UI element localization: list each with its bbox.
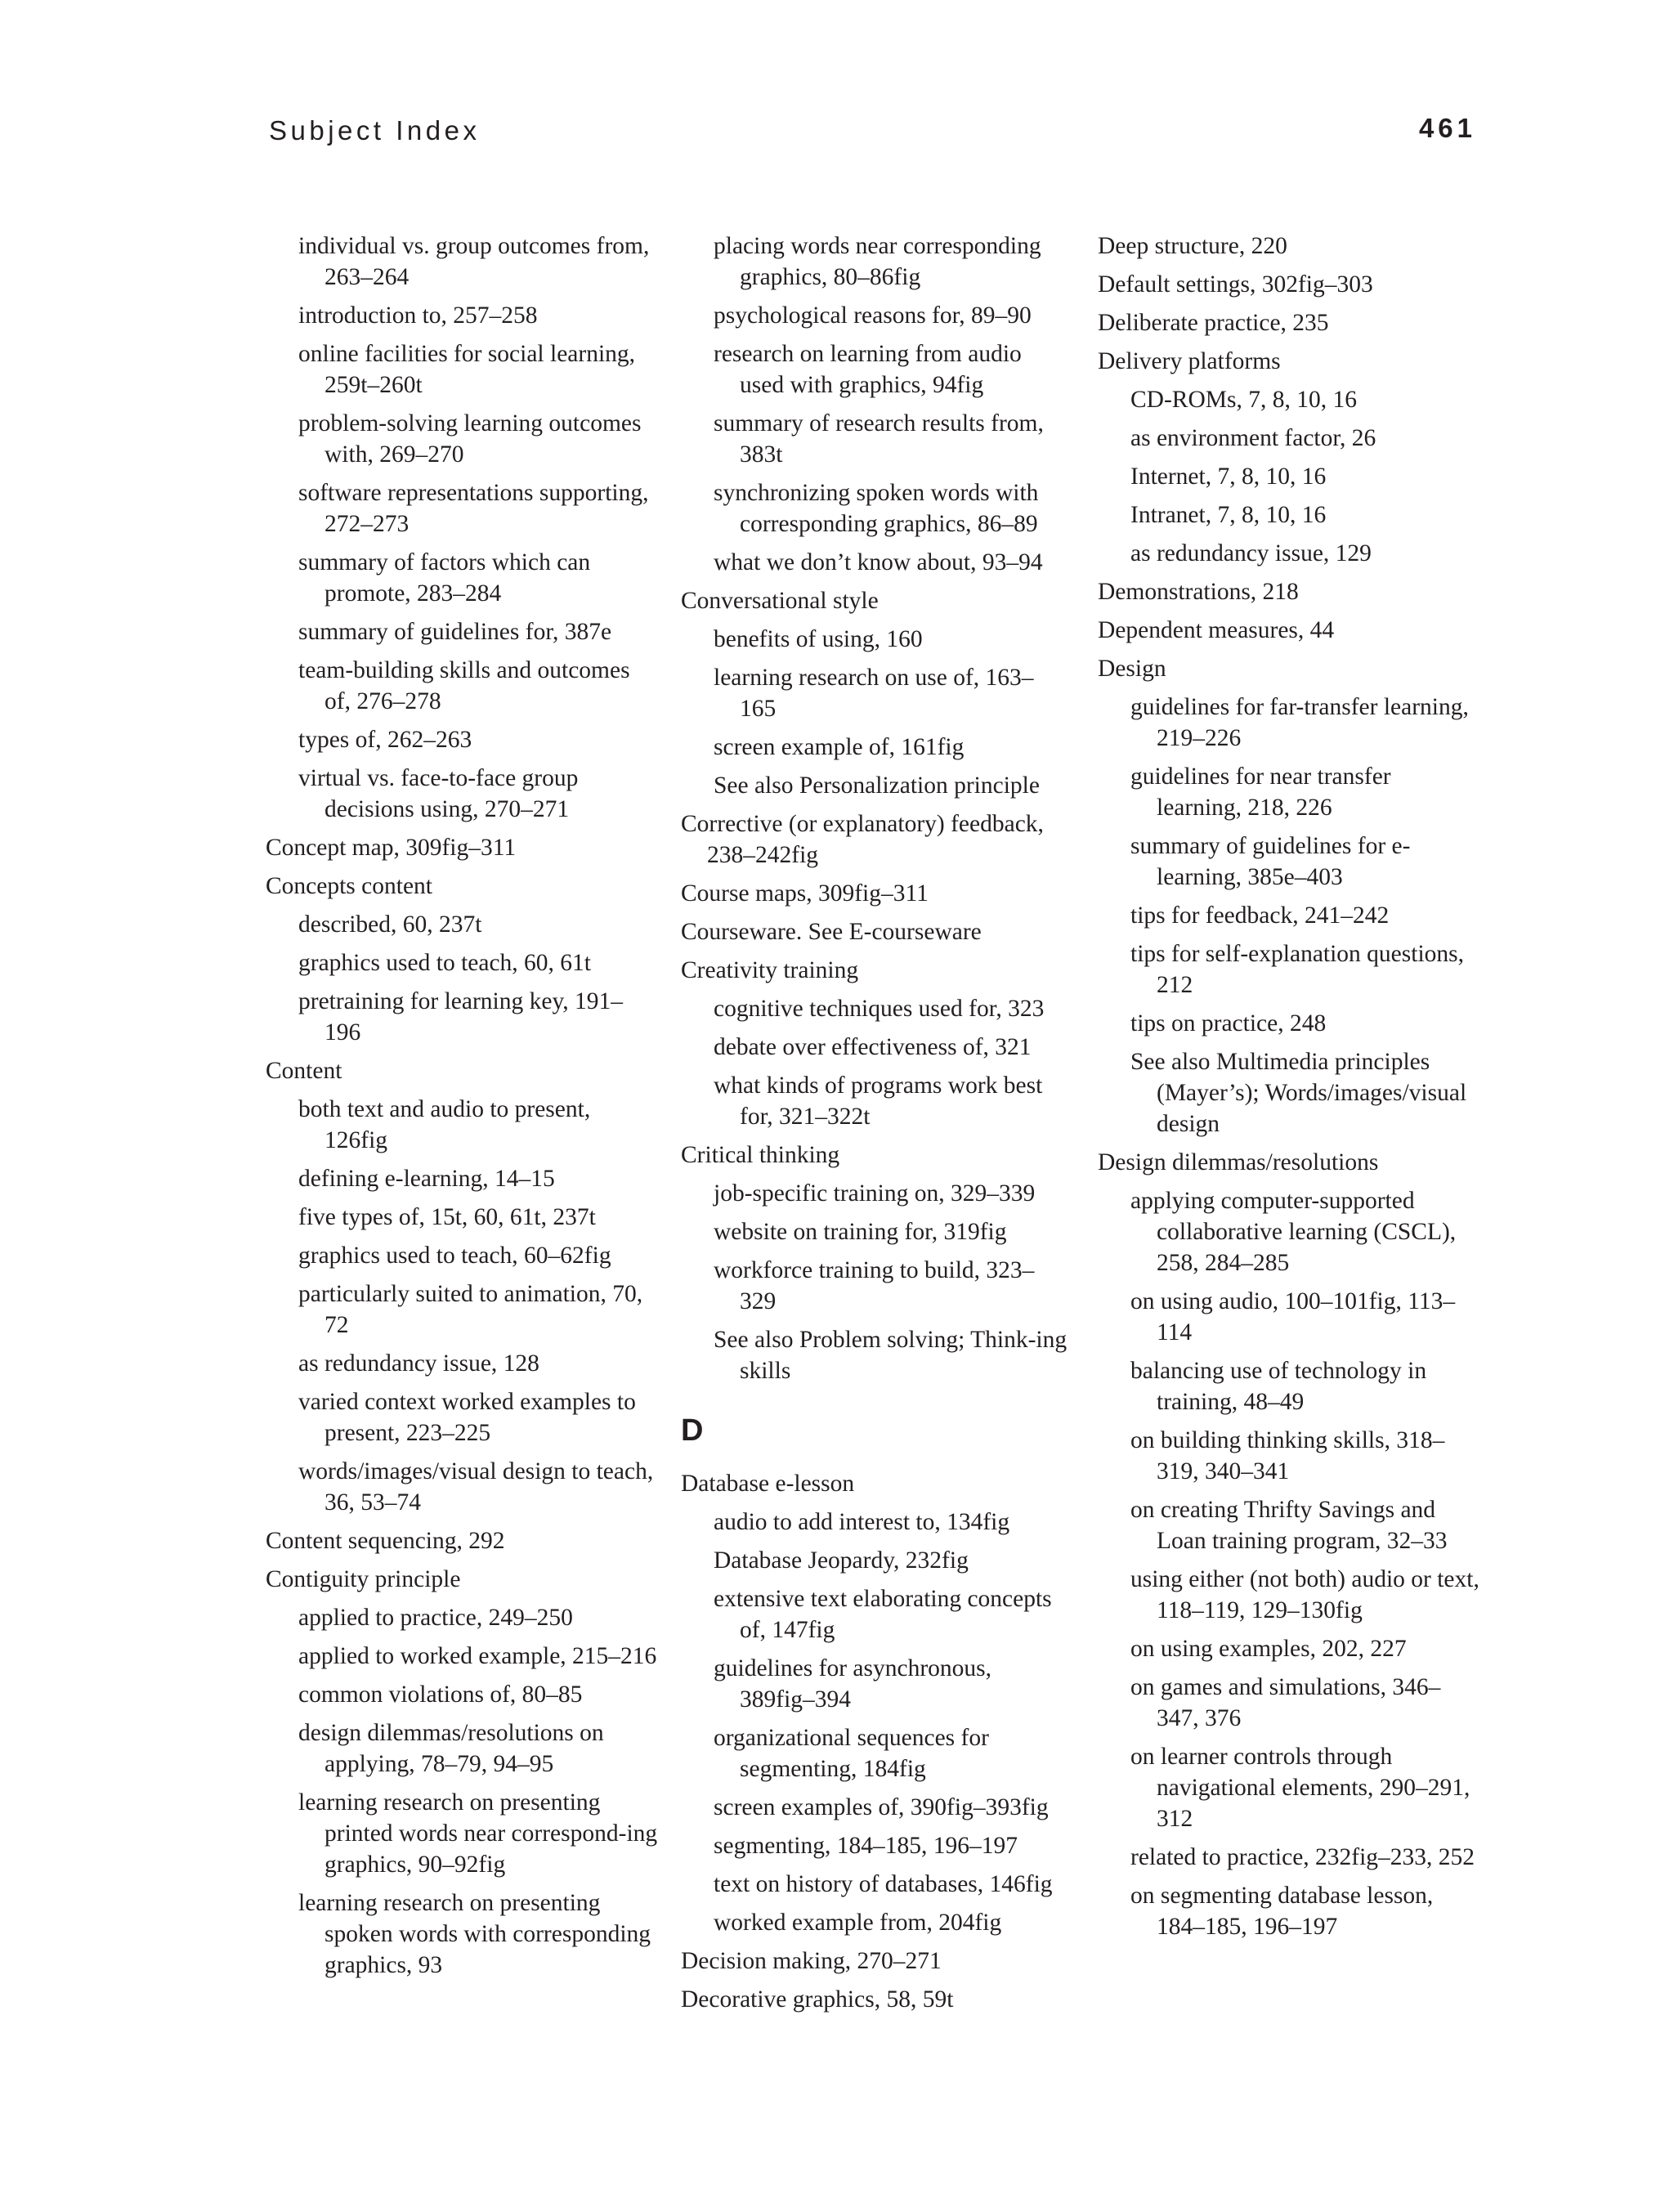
index-subentry: organizational sequences for segmenting, 184fig	[714, 1725, 989, 1782]
index-entry: Default settings, 302fig–303	[1098, 271, 1373, 298]
index-subentry: worked example from, 204fig	[714, 1910, 1002, 1936]
index-subentry: See also Problem solving; Think-ing skills	[714, 1327, 1068, 1384]
index-entry: Conversational style	[681, 588, 879, 614]
index-subentry: what we don’t know about, 93–94	[714, 549, 1043, 575]
index-subentry: on building thinking skills, 318–319, 340–341	[1130, 1427, 1445, 1484]
index-subentry: summary of guidelines for e-learning, 385e–403	[1130, 833, 1411, 890]
index-subentry: benefits of using, 160	[714, 626, 923, 652]
index-entry: Delivery platforms	[1098, 348, 1281, 374]
index-subentry: graphics used to teach, 60–62fig	[298, 1243, 611, 1269]
index-entry: Design dilemmas/resolutions	[1098, 1149, 1379, 1175]
index-column-1	[266, 231, 658, 1988]
index-subentry: both text and audio to present, 126fig	[298, 1096, 591, 1153]
index-entry: Courseware. See E-courseware	[681, 919, 982, 945]
index-entry: Concept map, 309fig–311	[266, 835, 517, 861]
index-subentry: graphics used to teach, 60, 61t	[298, 950, 592, 976]
index-subentry: particularly suited to animation, 70, 72	[298, 1281, 643, 1338]
index-subentry: summary of factors which can promote, 283–284	[298, 549, 591, 607]
index-subentry: synchronizing spoken words with corresponding graphics, 86–89	[714, 480, 1039, 537]
index-subentry: guidelines for asynchronous, 389fig–394	[714, 1655, 991, 1713]
index-subentry: on segmenting database lesson, 184–185, 196–197	[1130, 1883, 1434, 1940]
index-entry: Decorative graphics, 58, 59t	[681, 1986, 954, 2013]
index-subentry: website on training for, 319fig	[714, 1219, 1007, 1245]
index-subentry: balancing use of technology in training, 48–49	[1130, 1358, 1427, 1415]
index-subentry: learning research on presenting printed words near correspond-ing graphics, 90–92fig	[298, 1789, 658, 1878]
index-subentry: extensive text elaborating concepts of, 147fig	[714, 1586, 1052, 1643]
index-subentry: summary of research results from, 383t	[714, 410, 1044, 468]
index-entry: Creativity training	[681, 957, 859, 983]
index-subentry: design dilemmas/resolutions on applying, 78–79, 94–95	[298, 1720, 604, 1777]
index-subentry: cognitive techniques used for, 323	[714, 996, 1045, 1022]
index-subentry: guidelines for far-transfer learning, 219–226	[1130, 694, 1469, 751]
index-subentry: segmenting, 184–185, 196–197	[714, 1833, 1018, 1859]
index-subentry: Intranet, 7, 8, 10, 16	[1130, 502, 1327, 528]
index-subentry: Internet, 7, 8, 10, 16	[1130, 463, 1327, 490]
index-column-3	[1098, 231, 1482, 1950]
index-subentry: tips for self-explanation questions, 212	[1130, 941, 1465, 998]
index-subentry: on creating Thrifty Savings and Loan training program, 32–33	[1130, 1497, 1448, 1554]
index-subentry: on learner controls through navigational elements, 290–291, 312	[1130, 1744, 1470, 1832]
index-subentry: audio to add interest to, 134fig	[714, 1509, 1010, 1535]
index-entry: Design	[1098, 656, 1166, 682]
index-entry: Deliberate practice, 235	[1098, 310, 1329, 336]
index-subentry: placing words near corresponding graphics, 80–86fig	[714, 233, 1041, 290]
index-entry: Content sequencing, 292	[266, 1528, 505, 1554]
index-entry: Database e-lesson	[681, 1471, 855, 1497]
running-head: Subject Index	[269, 115, 481, 146]
index-subentry: summary of guidelines for, 387e	[298, 619, 612, 645]
index-subentry: text on history of databases, 146fig	[714, 1871, 1053, 1897]
index-subentry: CD-ROMs, 7, 8, 10, 16	[1130, 387, 1357, 413]
index-subentry: pretraining for learning key, 191–196	[298, 988, 624, 1046]
index-subentry: common violations of, 80–85	[298, 1681, 583, 1708]
index-column-2	[681, 231, 1069, 2022]
index-subentry: debate over effectiveness of, 321	[714, 1034, 1032, 1060]
index-subentry: on games and simulations, 346–347, 376	[1130, 1674, 1441, 1731]
index-subentry: as redundancy issue, 128	[298, 1350, 539, 1377]
index-subentry: what kinds of programs work best for, 321–322t	[714, 1072, 1043, 1130]
index-entry: Course maps, 309fig–311	[681, 880, 929, 907]
index-subentry: job-specific training on, 329–339	[714, 1180, 1036, 1207]
index-subentry: learning research on presenting spoken words with corresponding graphics, 93	[298, 1890, 651, 1978]
index-subentry: individual vs. group outcomes from, 263–264	[298, 233, 650, 290]
index-subentry: screen example of, 161fig	[714, 734, 965, 760]
index-subentry: on using examples, 202, 227	[1130, 1636, 1407, 1662]
section-letter-heading: D	[681, 1413, 704, 1448]
index-subentry: psychological reasons for, 89–90	[714, 302, 1032, 329]
index-subentry: as redundancy issue, 129	[1130, 540, 1372, 566]
index-entry: Decision making, 270–271	[681, 1948, 942, 1974]
index-subentry: applying computer-supported collaborative learning (CSCL), 258, 284–285	[1130, 1188, 1457, 1276]
index-entry: Dependent measures, 44	[1098, 617, 1335, 643]
index-subentry: virtual vs. face-to-face group decisions using, 270–271	[298, 765, 579, 822]
index-entry: Deep structure, 220	[1098, 233, 1287, 259]
index-subentry: varied context worked examples to present, 223–225	[298, 1389, 636, 1446]
index-subentry: applied to practice, 249–250	[298, 1605, 573, 1631]
index-subentry: screen examples of, 390fig–393fig	[714, 1794, 1049, 1820]
index-subentry: problem-solving learning outcomes with, 269–270	[298, 410, 642, 468]
index-subentry: workforce training to build, 323–329	[714, 1257, 1035, 1314]
index-subentry: described, 60, 237t	[298, 911, 482, 938]
index-subentry: software representations supporting, 272–273	[298, 480, 649, 537]
index-entry: Demonstrations, 218	[1098, 579, 1299, 605]
index-subentry: research on learning from audio used with graphics, 94fig	[714, 341, 1022, 398]
index-subentry: online facilities for social learning, 259t–260t	[298, 341, 636, 398]
index-entry: Critical thinking	[681, 1142, 840, 1168]
index-subentry: applied to worked example, 215–216	[298, 1643, 657, 1669]
index-subentry: on using audio, 100–101fig, 113–114	[1130, 1288, 1456, 1346]
index-entry: Content	[266, 1058, 342, 1084]
index-entry: Contiguity principle	[266, 1566, 461, 1592]
index-subentry: guidelines for near transfer learning, 218, 226	[1130, 763, 1391, 821]
index-subentry: tips for feedback, 241–242	[1130, 902, 1390, 929]
index-subentry: See also Multimedia principles (Mayer’s); Words/images/visual design	[1130, 1049, 1467, 1137]
index-subentry: as environment factor, 26	[1130, 425, 1376, 451]
index-subentry: See also Personalization principle	[714, 772, 1040, 799]
index-subentry: using either (not both) audio or text, 118–119, 129–130fig	[1130, 1566, 1479, 1623]
index-subentry: Database Jeopardy, 232fig	[714, 1547, 969, 1574]
index-subentry: five types of, 15t, 60, 61t, 237t	[298, 1204, 596, 1230]
index-subentry: related to practice, 232fig–233, 252	[1130, 1844, 1475, 1870]
index-entry: Corrective (or explanatory) feedback, 238–242fig	[681, 811, 1044, 868]
index-subentry: introduction to, 257–258	[298, 302, 538, 329]
index-subentry: types of, 262–263	[298, 727, 472, 753]
index-subentry: team-building skills and outcomes of, 276–278	[298, 657, 630, 714]
index-subentry: words/images/visual design to teach, 36, 53–74	[298, 1458, 654, 1516]
index-subentry: tips on practice, 248	[1130, 1010, 1327, 1037]
index-entry: Concepts content	[266, 873, 432, 899]
index-subentry: learning research on use of, 163–165	[714, 665, 1034, 722]
index-subentry: defining e-learning, 14–15	[298, 1166, 555, 1192]
page-number: 461	[1418, 113, 1476, 143]
